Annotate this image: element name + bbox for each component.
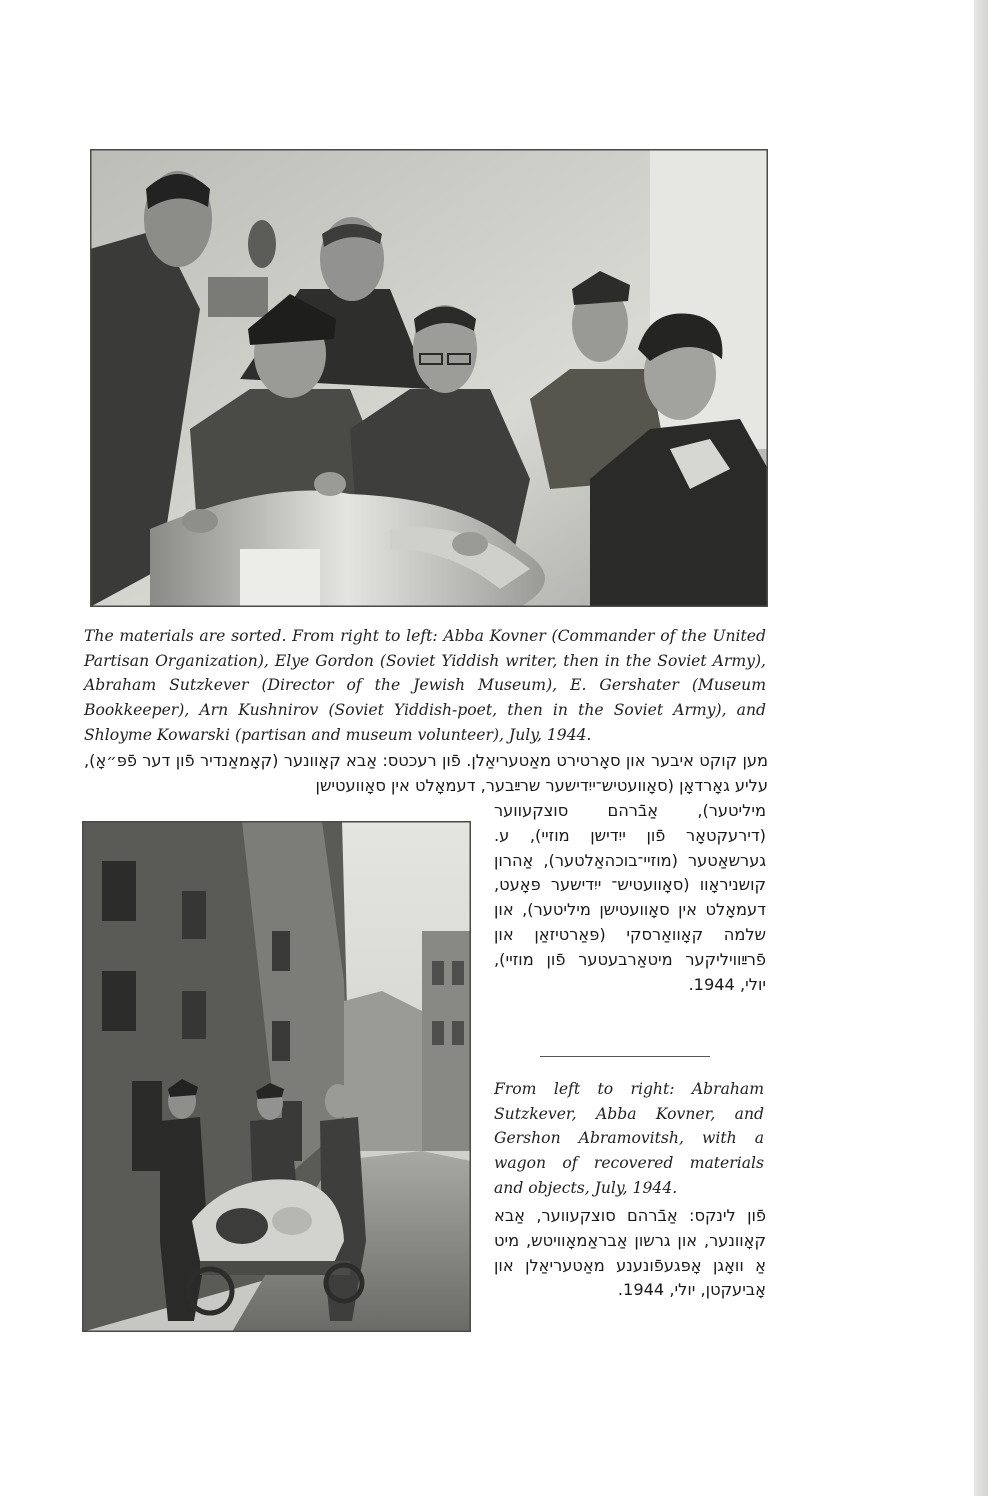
caption-divider [540, 1056, 710, 1057]
wagon-photo [82, 821, 471, 1332]
group-photo [90, 149, 768, 607]
bottom-photo-caption-english: From left to right: Abraham Sutzkever, Abba Kovner, and Gershon Abramovitsh, with a wagon of recovered materials and objects, July, 1944. [494, 1080, 764, 1197]
group-photo-drawing [90, 149, 768, 607]
wagon-photo-drawing [82, 821, 471, 1332]
top-photo-caption-yiddish-wide: מען קוקט איבער און סאָרטירט מאַטעריאַלן. פֿון רעכטס: אַבא קאָוונער (קאָמאַנדיר פֿון דער פֿפּ״אָ), עליע גאָרדאָן (סאָוועטיש־ייִדישער שרײַבער, דעמאָלט אין סאָוועטישן [84, 751, 768, 795]
bottom-photo-caption-yiddish: פֿון לינקס: אַבֿרהם סוצקעווער, אַבא קאָוונער, און גרשון אַבראַמאָוויטש, מיט אַ וואָגן אָפּגעפֿונענע מאַטעריאַלן און אָביעקטן, יולי, 1944. [494, 1206, 766, 1300]
top-photo-caption-english: The materials are sorted. From right to left: Abba Kovner (Commander of the United Partisan Organization), Elye Gordon (Soviet Yiddish writer, then in the Soviet Army), Abraham Sutzkever (Director of the Jewish Museum), E. Gershater (Museum Bookkeeper), Arn Kushnirov (Soviet Yiddish-poet, then in the Soviet Army), and Shloyme Kowarski (partisan and museum volunteer), July, 1944. [84, 627, 766, 744]
top-photo-caption-yiddish-narrow: מיליטער), אַבֿרהם סוצקעווער (דירעקטאָר פֿון ייִדישן מוזיי), ע. גערשאַטער (מוזיי־בוכהאַלטער), אַהרון קושניראָוו (סאָוועטיש־ ייִדישער פּאָעט, דעמאָלט אין סאָוועטישן מיליטער), און שלמה קאָוואַרסקי (פּאַרטיזאַן און פֿרײַוויליקער מיטאַרבעטער פֿון מוזיי), יולי, 1944. [494, 801, 766, 994]
page-edge-shadow [974, 0, 988, 1496]
